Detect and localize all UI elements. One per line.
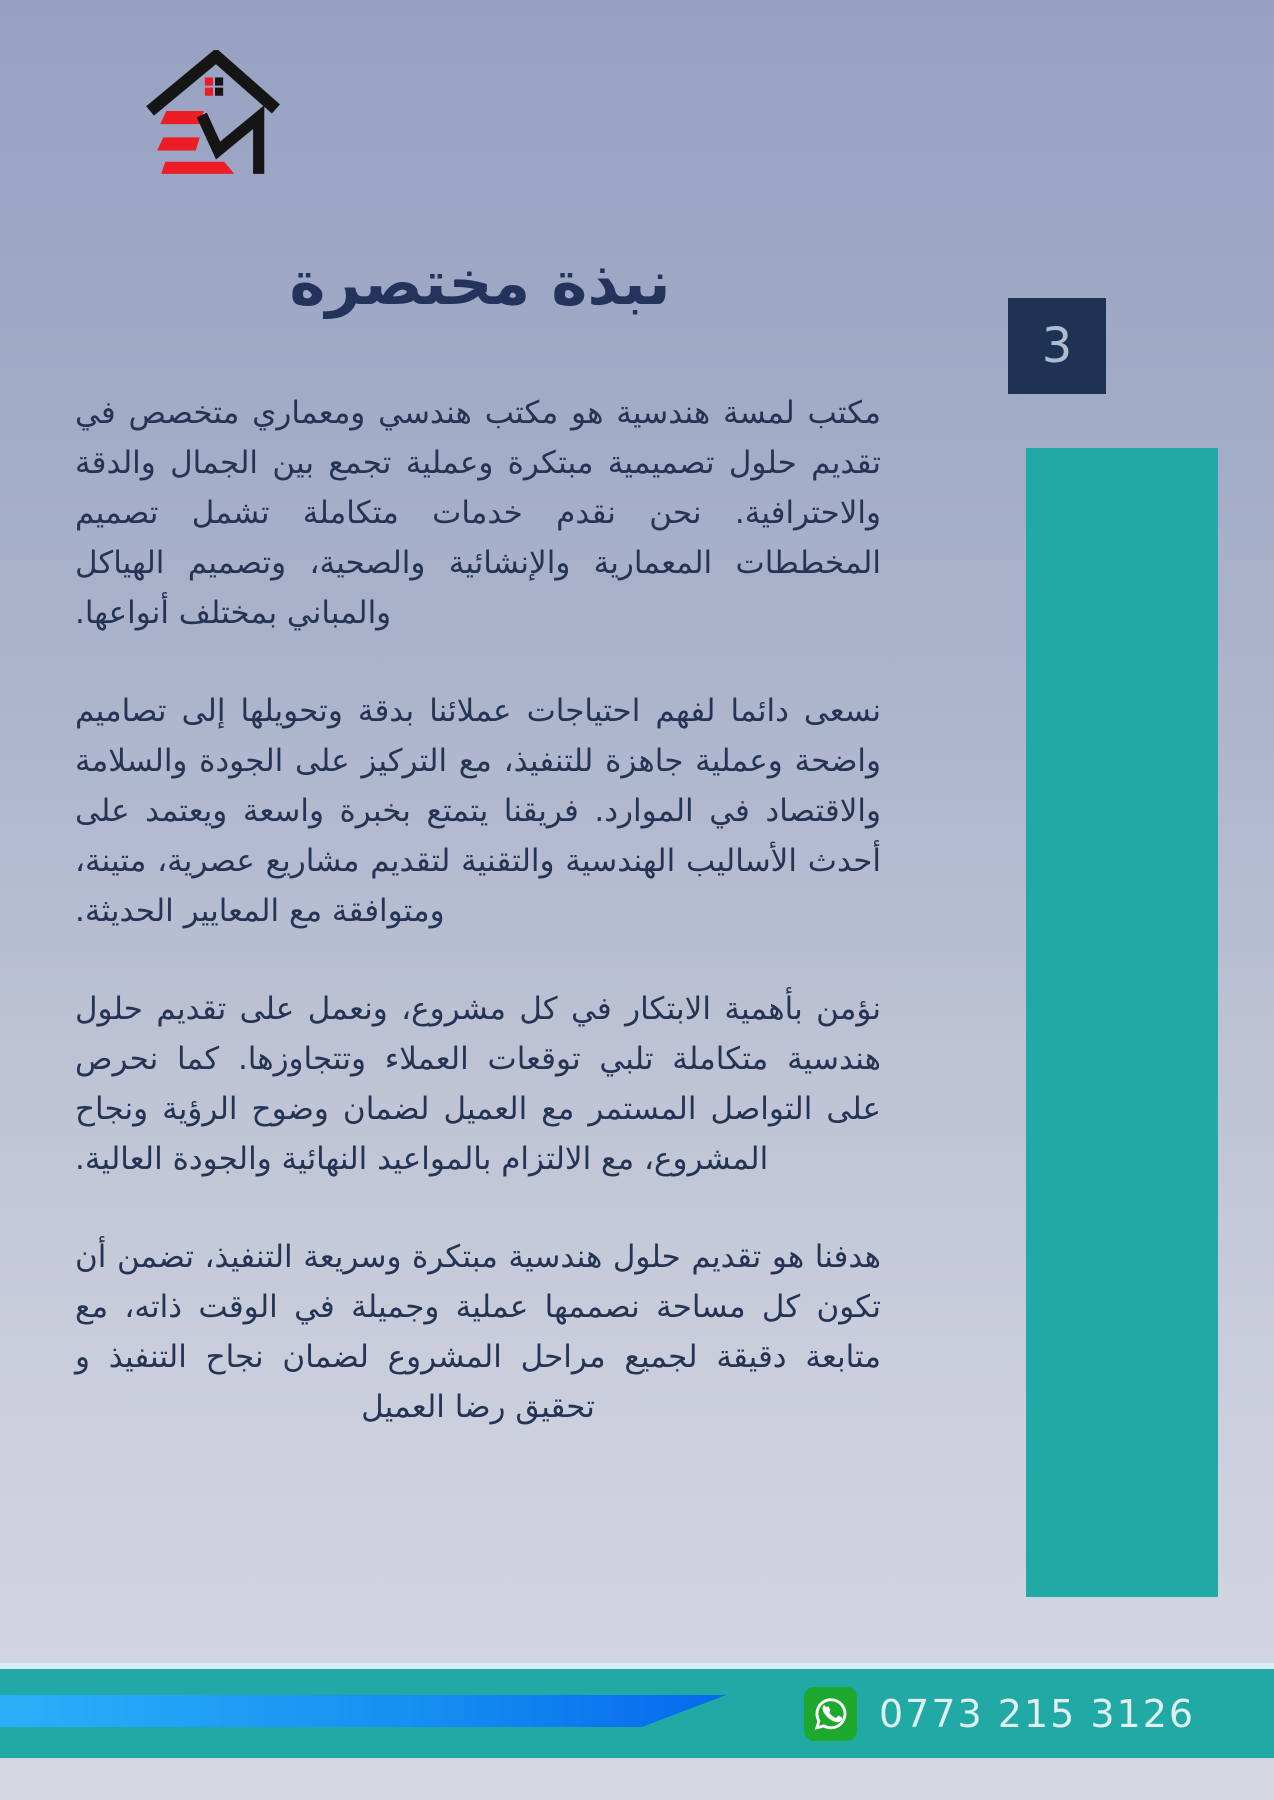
footer-blue-ribbon [0,1669,740,1758]
page-title: نبذة مختصرة [289,248,671,319]
body-paragraph: مكتب لمسة هندسية هو مكتب هندسي ومعماري متخصص في تقديم حلول تصميمية مبتكرة وعملية تجمع بين الجمال والدقة والاحترافية. نحن نقدم خدمات متكاملة تشمل تصميم المخططات المعمارية والإنشائية والصحية، وتصميم الهياكل والمباني بمختلف أنواعها. [75,395,881,631]
footer-bar [0,1669,1274,1758]
body-paragraph: نؤمن بأهمية الابتكار في كل مشروع، ونعمل على تقديم حلول هندسية متكاملة تلبي توقعات العملاء وتتجاوزها. كما نحرص على التواصل المستمر مع العميل لضمان وضوح الرؤية ونجاح المشروع، مع الالتزام بالمواعيد النهائية والجودة العالية. [75,991,881,1177]
company-logo [146,50,280,176]
body-paragraph: نسعى دائما لفهم احتياجات عملائنا بدقة وتحويلها إلى تصاميم واضحة وعملية جاهزة للتنفيذ، مع التركيز على الجودة والسلامة والاقتصاد في الموارد. فريقنا يتمتع بخبرة واسعة ويعتمد على أحدث الأساليب الهندسية والتقنية لتقديم مشاريع عصرية، متينة، ومتوافقة مع المعايير الحديثة. [75,693,881,929]
house-logo-icon [146,50,280,176]
body-paragraph: هدفنا هو تقديم حلول هندسية مبتكرة وسريعة التنفيذ، تضمن أن تكون كل مساحة نصممها عملية وجميلة في الوقت ذاته، مع متابعة دقيقة لجميع مراحل المشروع لضمان نجاح التنفيذ و تحقيق رضا العميل [75,1239,881,1425]
whatsapp-contact[interactable] [804,1669,1195,1758]
whatsapp-icon[interactable] [804,1687,857,1741]
page-number-badge [1008,298,1106,394]
phone-number[interactable]: 0773 215 3126 [879,1691,1196,1736]
page-number: 3 [1041,318,1073,374]
body-text-column [75,388,881,1480]
side-accent-bar [1026,448,1218,1597]
